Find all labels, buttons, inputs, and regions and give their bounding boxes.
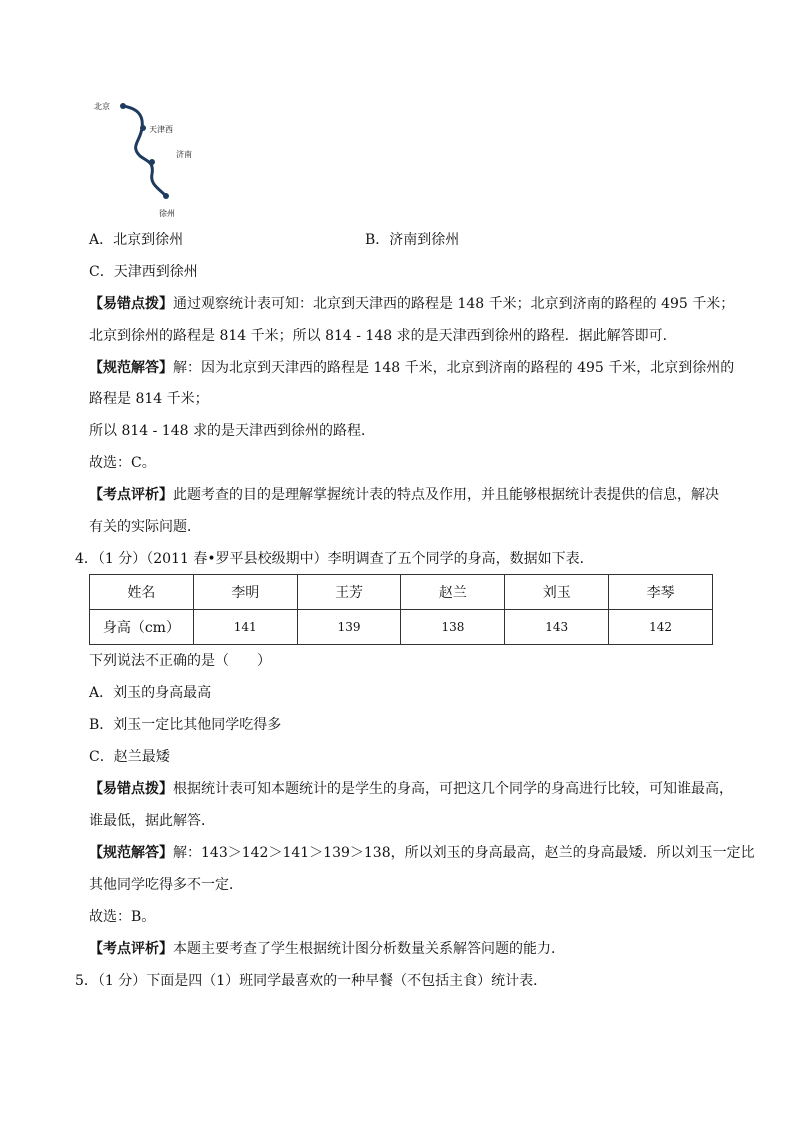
- station-label-tianjinxi: 天津西: [149, 125, 173, 134]
- q4-hint-line-2: 谁最低，据此解答．: [89, 813, 215, 829]
- height-table: [89, 574, 713, 645]
- q4-hint-text-1: 根据统计表可知本题统计的是学生的身高，可把这几个同学的身高进行比较，可知谁最高，: [173, 781, 733, 797]
- station-dot-beijing: [120, 103, 126, 109]
- q4-hint-tag: 【易错点拨】: [89, 781, 173, 797]
- table-height-cell: 143: [505, 610, 609, 645]
- table-height-cell: 139: [297, 610, 401, 645]
- table-name-cell: 刘玉: [505, 575, 609, 610]
- q4-analysis-tag: 【考点评析】: [89, 941, 173, 957]
- q3-solution-line-1: [89, 359, 734, 377]
- railway-line: [123, 106, 166, 196]
- table-name-cell: 李琴: [609, 575, 713, 610]
- q3-solution-line-3: 所以 814 - 148 求的是天津西到徐州的路程．: [89, 423, 375, 439]
- q4-solution-text-1: 解：143＞142＞141＞139＞138，所以刘玉的身高最高，赵兰的身高最矮．所以刘玉一定比: [173, 845, 755, 861]
- q4-hint-line-1: [89, 780, 733, 798]
- station-dot-jinan: [149, 159, 155, 165]
- station-label-xuzhou: 徐州: [159, 209, 175, 218]
- q4-solution-line-2: 其他同学吃得多不一定．: [89, 877, 243, 893]
- q4-solution-line-1: [89, 844, 755, 862]
- station-dot-xuzhou: [163, 193, 169, 199]
- q4-solution-tag: 【规范解答】: [89, 845, 173, 861]
- route-map: [88, 96, 228, 222]
- q4-option-a: A．刘玉的身高最高: [89, 685, 212, 701]
- q3-hint-tag: 【易错点拨】: [89, 296, 173, 312]
- table-header-label: 姓名: [90, 575, 194, 610]
- q3-analysis-line-2: 有关的实际问题．: [89, 519, 201, 535]
- q3-hint-line-1: [89, 295, 734, 313]
- table-row-label: 身高（cm）: [90, 610, 194, 645]
- table-row: [90, 575, 713, 610]
- q3-hint-line-2: 北京到徐州的路程是 814 千米；所以 814 - 148 求的是天津西到徐州的路程．据此解答即可．: [89, 328, 677, 344]
- q3-solution-line-2: 路程是 814 千米；: [89, 391, 209, 407]
- q3-analysis-tag: 【考点评析】: [89, 487, 173, 503]
- table-name-cell: 赵兰: [401, 575, 505, 610]
- table-height-cell: 142: [609, 610, 713, 645]
- table-name-cell: 王芳: [297, 575, 401, 610]
- station-label-beijing: 北京: [94, 102, 110, 111]
- q3-solution-tag: 【规范解答】: [89, 360, 173, 376]
- station-label-jinan: 济南: [176, 150, 192, 159]
- q4-question: 下列说法不正确的是（ ）: [89, 653, 271, 669]
- q4-stem: 4．（1 分）（2011 春•罗平县校级期中）李明调查了五个同学的身高，数据如下表．: [75, 551, 594, 567]
- q3-analysis-text-1: 此题考查的目的是理解掌握统计表的特点及作用，并且能够根据统计表提供的信息，解决: [173, 487, 719, 503]
- q3-hint-text-1: 通过观察统计表可知：北京到天津西的路程是 148 千米；北京到济南的路程的 495 千米；: [173, 296, 735, 312]
- station-dot-tianjinxi: [140, 125, 146, 131]
- q3-option-a: A．北京到徐州: [89, 232, 184, 248]
- table-height-cell: 141: [193, 610, 297, 645]
- q3-option-c: C．天津西到徐州: [89, 264, 198, 280]
- q4-analysis-text-1: 本题主要考查了学生根据统计图分析数量关系解答问题的能力．: [173, 941, 565, 957]
- q3-option-b: B．济南到徐州: [365, 232, 460, 248]
- table-height-cell: 138: [401, 610, 505, 645]
- q5-stem: 5．（1 分）下面是四（1）班同学最喜欢的一种早餐（不包括主食）统计表．: [75, 973, 548, 989]
- q3-analysis-line-1: [89, 486, 719, 504]
- table-row: [90, 610, 713, 645]
- q4-analysis-line-1: [89, 940, 565, 958]
- q4-answer: 故选：B。: [89, 909, 156, 925]
- q4-option-c: C．赵兰最矮: [89, 749, 170, 765]
- table-name-cell: 李明: [193, 575, 297, 610]
- q4-option-b: B．刘玉一定比其他同学吃得多: [89, 717, 282, 733]
- q3-answer: 故选：C。: [89, 455, 156, 471]
- q3-solution-text-1: 解：因为北京到天津西的路程是 148 千米，北京到济南的路程的 495 千米，北京到徐州的: [173, 360, 735, 376]
